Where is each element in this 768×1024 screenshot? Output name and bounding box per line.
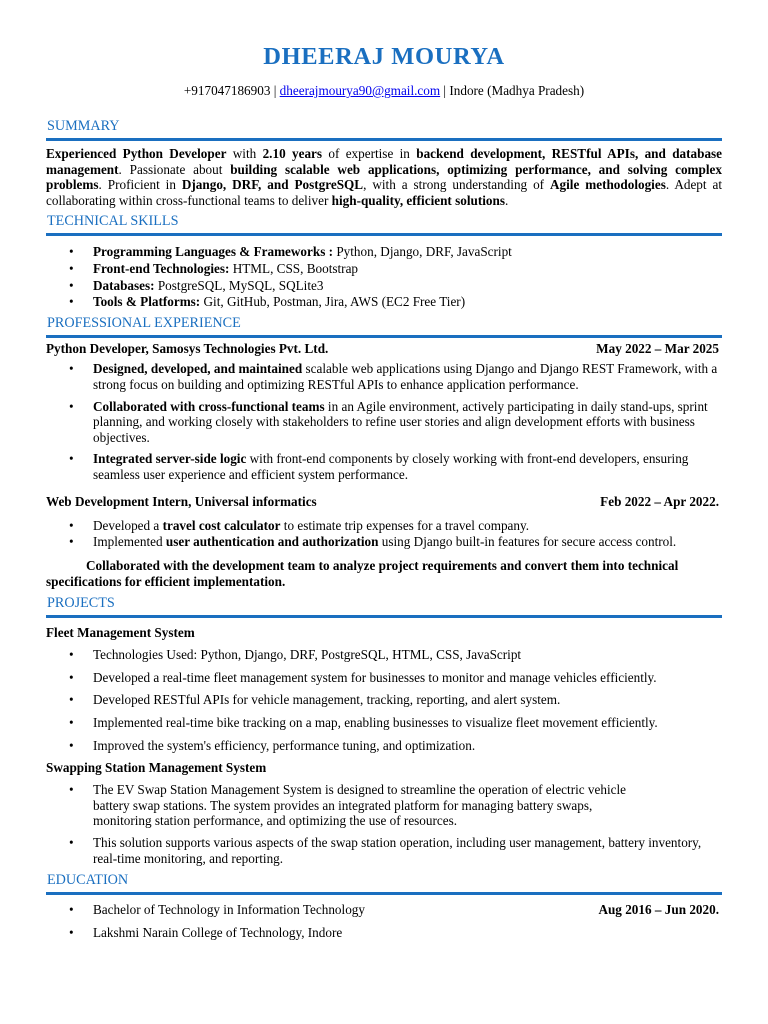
- job-bullets: [46, 518, 722, 549]
- email-link[interactable]: dheerajmourya90@gmail.com: [279, 83, 441, 98]
- section-divider: [46, 233, 722, 236]
- list-item: • Databases: PostgreSQL, MySQL, SQLite3: [69, 277, 324, 293]
- list-item: • Integrated server-side logic with front-end components by closely working with front-end developers, ensuring seamless user experience and efficient system performance.: [69, 451, 689, 482]
- summary-text: Experienced Python Developer with 2.10 years of expertise in backend development, RESTful APIs, and database management. Passionate about building scalable web applications, optimizing performance, and solving complex problems. Proficient in Django, DRF, and PostgreSQL, with a strong understanding of Agile methodologies. Adept at collaborating within cross-functional teams to deliver high-quality, efficient solutions.: [46, 146, 723, 208]
- candidate-name: DHEERAJ MOURYA: [263, 43, 505, 70]
- projects-section: [46, 595, 722, 866]
- section-divider: [46, 892, 722, 895]
- job-header: [46, 494, 722, 510]
- section-title-experience: PROFESSIONAL EXPERIENCE: [47, 314, 241, 331]
- job-bullets: [46, 361, 722, 482]
- list-item: • Implemented user authentication and authorization using Django built-in features for secure access control.: [69, 533, 677, 549]
- job-dates: May 2022 – Mar 2025: [596, 340, 719, 356]
- phone-number: +917047186903: [183, 83, 271, 98]
- skills-section: [46, 213, 722, 309]
- job-role: Web Development Intern, Universal informatics: [46, 493, 317, 509]
- summary-section: [46, 118, 722, 208]
- list-item: • Developed a travel cost calculator to estimate trip expenses for a travel company.: [69, 518, 530, 534]
- list-item: • Implemented real-time bike tracking on a map, enabling businesses to visualize fleet movement efficiently.: [69, 715, 658, 731]
- list-item: • This solution supports various aspects of the swap station operation, including user management, battery inventory, real-time monitoring, and reporting.: [69, 835, 702, 866]
- list-item: • Tools & Platforms: Git, GitHub, Postman, Jira, AWS (EC2 Free Tier): [69, 294, 466, 310]
- location: Indore (Madhya Pradesh): [449, 83, 585, 98]
- job-role: Python Developer, Samosys Technologies Pvt. Ltd.: [46, 340, 329, 356]
- section-title-skills: TECHNICAL SKILLS: [47, 213, 179, 230]
- separator: |: [270, 83, 280, 98]
- project-name: Fleet Management System: [46, 625, 195, 641]
- list-item: • Bachelor of Technology in Information Technology Aug 2016 – Jun 2020.: [46, 902, 722, 918]
- section-title-summary: SUMMARY: [47, 118, 120, 134]
- list-item: • Designed, developed, and maintained scalable web applications using Django and Django REST Framework, with a strong focus on building and optimizing RESTful APIs to enhance application performance.: [69, 361, 718, 392]
- separator: |: [440, 83, 450, 98]
- section-divider: [46, 138, 722, 141]
- section-divider: [46, 335, 722, 338]
- contact-line: [46, 83, 722, 99]
- list-item: • Technologies Used: Python, Django, DRF, PostgreSQL, HTML, CSS, JavaScript: [69, 647, 522, 663]
- project-bullets: [46, 782, 722, 866]
- experience-section: [46, 315, 722, 591]
- experience-note: Collaborated with the development team to analyze project requirements and convert them into technical specifications for efficient implementation.: [46, 558, 679, 590]
- job-dates: Feb 2022 – Apr 2022.: [600, 493, 719, 509]
- list-item: • Developed a real-time fleet management system for businesses to monitor and manage vehicles efficiently.: [69, 669, 657, 685]
- list-item: • Improved the system's efficiency, performance tuning, and optimization.: [69, 737, 476, 753]
- job-header: [46, 341, 722, 357]
- list-item: • The EV Swap Station Management System is designed to streamline the operation of electric vehicle battery swap stations. The system provides an integrated platform for managing battery swaps, monitoring station performance, and optimizing the use of resources.: [69, 782, 626, 829]
- list-item: • Front-end Technologies: HTML, CSS, Bootstrap: [69, 260, 359, 276]
- education-section: [46, 872, 722, 940]
- section-title-projects: PROJECTS: [47, 595, 115, 612]
- list-item: • Lakshmi Narain College of Technology, Indore: [69, 924, 343, 940]
- project-name: Swapping Station Management System: [46, 760, 267, 776]
- education-list: [46, 902, 722, 940]
- list-item: • Collaborated with cross-functional teams in an Agile environment, actively participating in daily stand-ups, sprint planning, and working closely with stakeholders to refine user stories and align development efforts with business objectives.: [69, 398, 708, 445]
- project-bullets: [46, 647, 722, 753]
- section-title-education: EDUCATION: [47, 872, 129, 889]
- education-dates: Aug 2016 – Jun 2020.: [598, 902, 719, 918]
- list-item: • Programming Languages & Frameworks : Python, Django, DRF, JavaScript: [69, 244, 512, 260]
- skills-list: [46, 244, 722, 309]
- section-divider: [46, 615, 722, 618]
- list-item: • Developed RESTful APIs for vehicle management, tracking, reporting, and alert system.: [69, 692, 561, 708]
